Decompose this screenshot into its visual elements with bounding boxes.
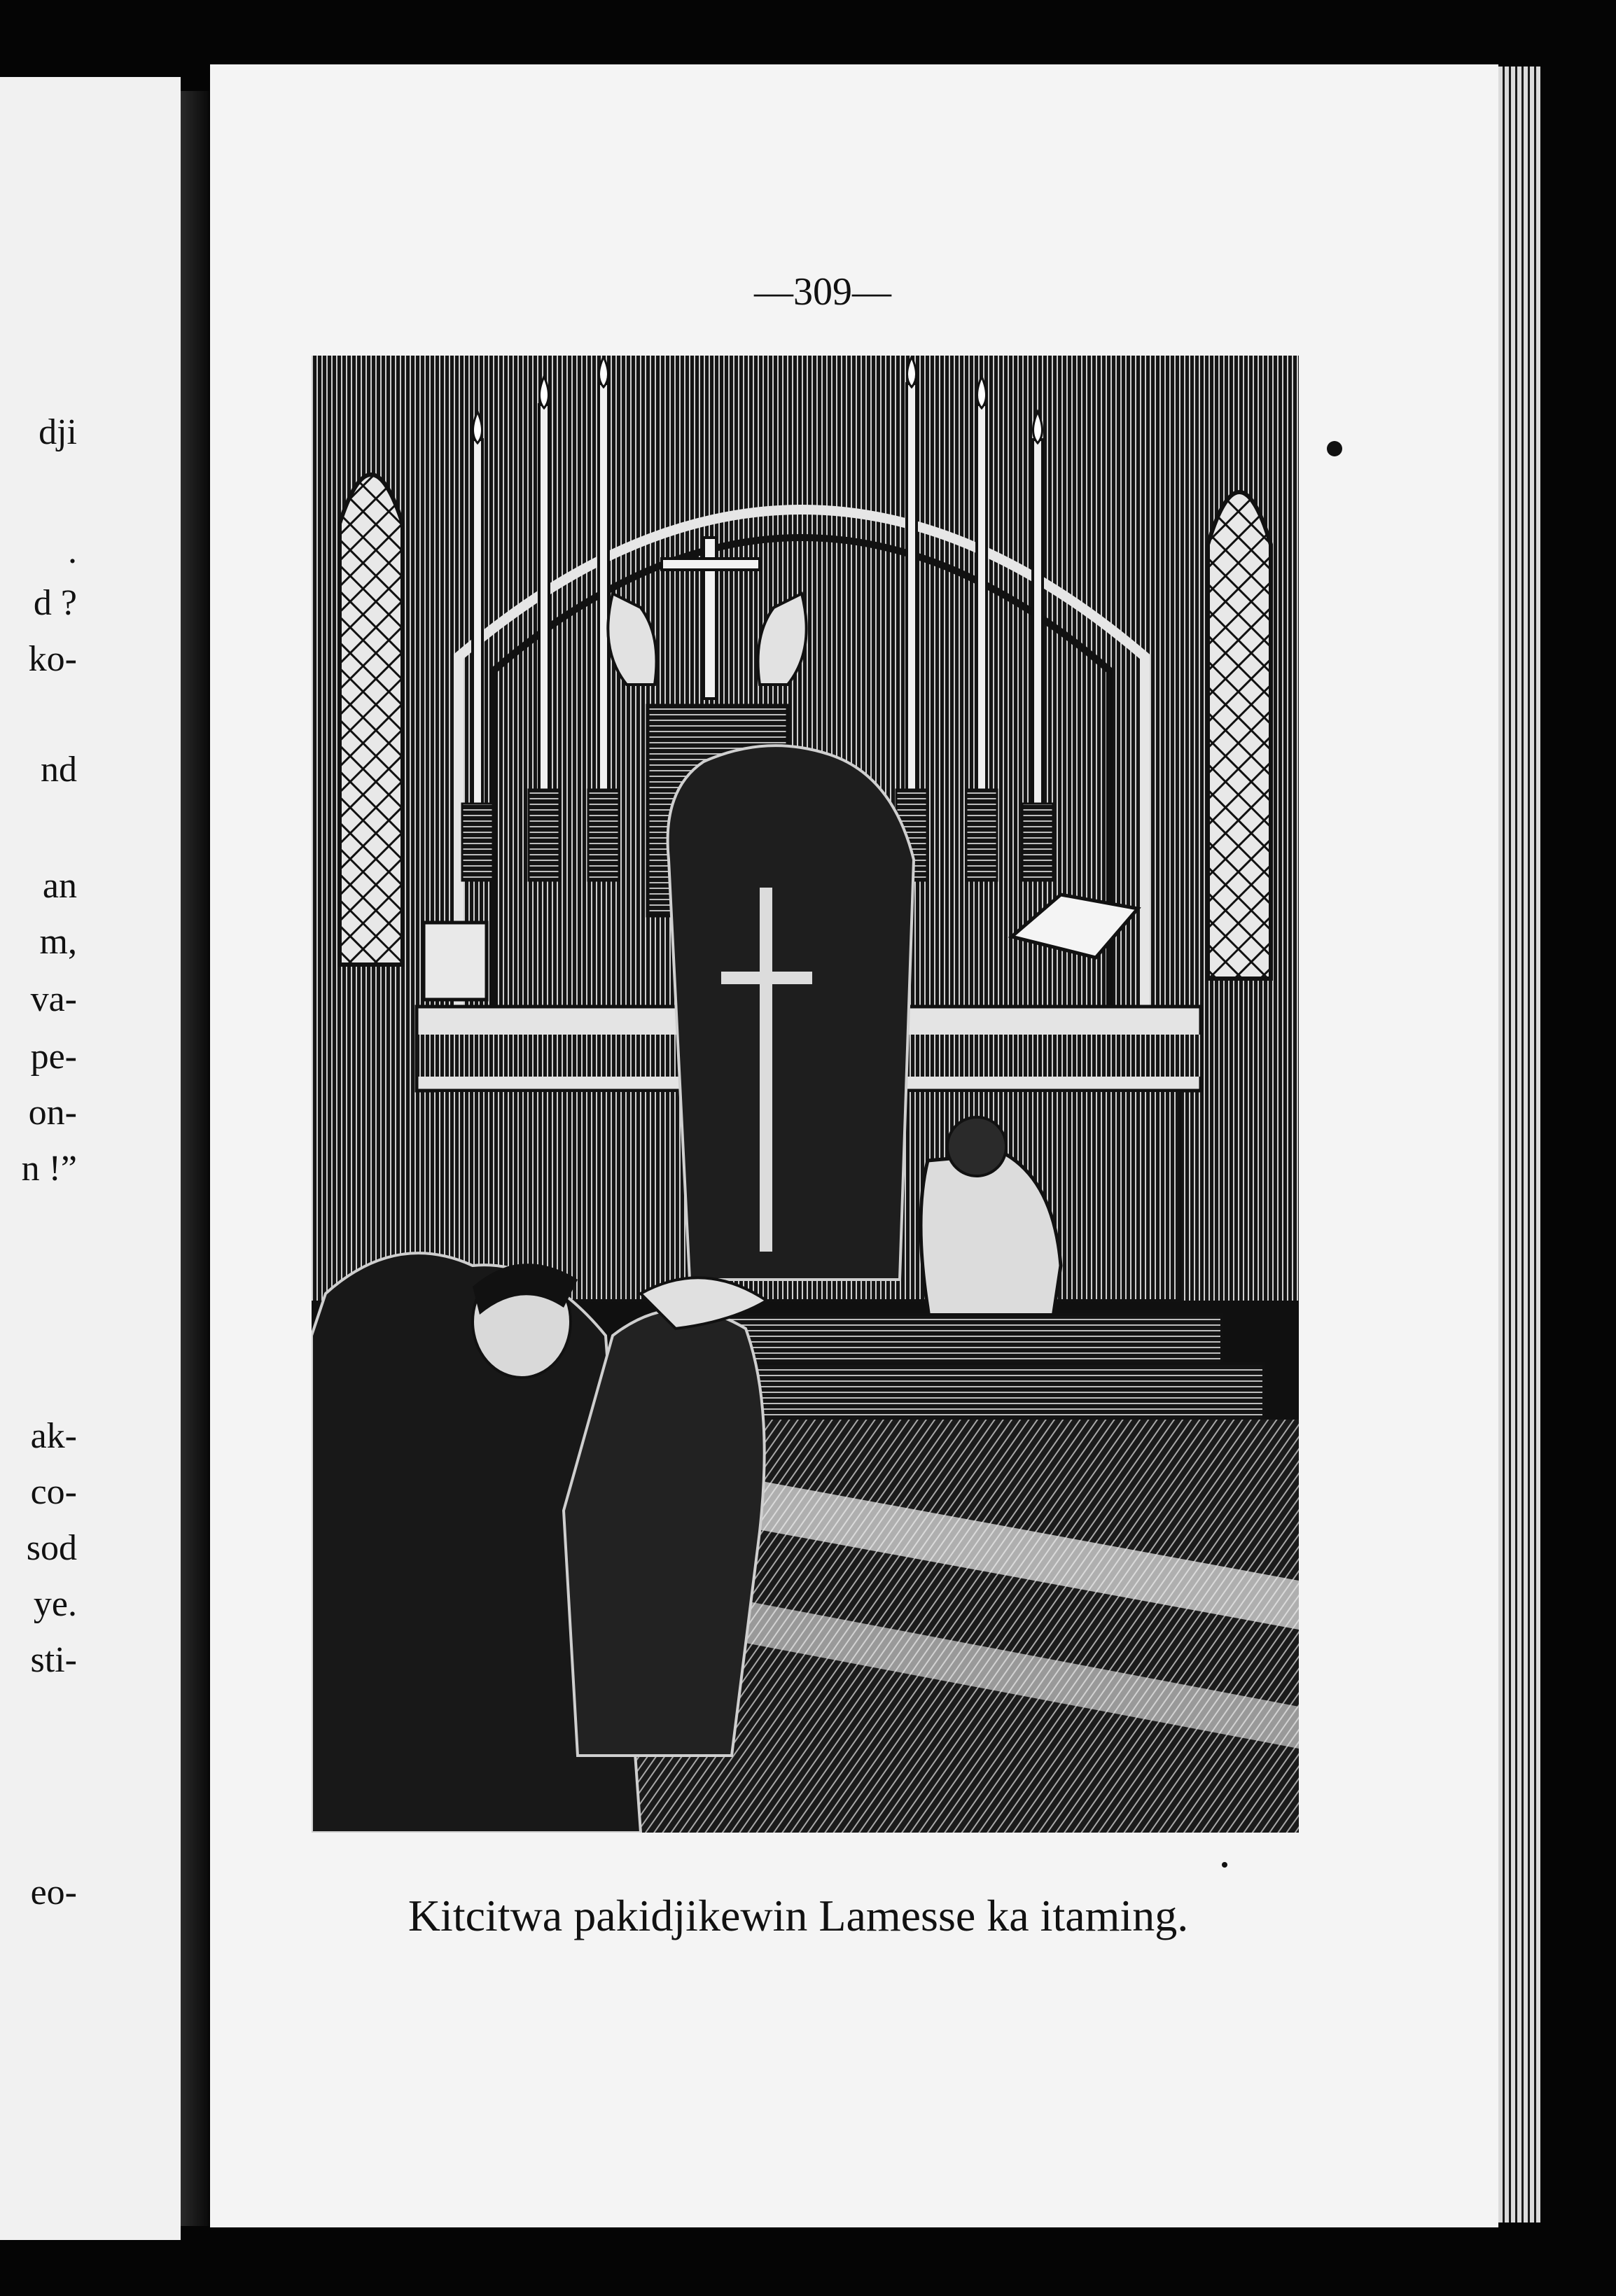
left-line-5: nd (41, 750, 77, 790)
left-line-4: ko- (28, 639, 77, 679)
left-line-11: n !” (21, 1149, 77, 1189)
page-edges (1498, 66, 1540, 2222)
left-line-16: sti- (30, 1640, 77, 1680)
ink-speck (1222, 1862, 1227, 1868)
left-line-13: co- (30, 1472, 77, 1512)
left-line-17: eo- (30, 1872, 77, 1912)
left-line-6: an (42, 866, 77, 906)
engraving-illustration (312, 356, 1299, 1833)
left-line-9: pe- (30, 1037, 77, 1077)
left-line-2: . (68, 531, 77, 571)
left-line-12: ak- (30, 1416, 77, 1456)
left-line-15: ye. (33, 1584, 77, 1624)
illustration-caption: Kitcitwa pakidjikewin Lamesse ka itaming. (408, 1891, 1189, 1940)
ink-speck (1327, 441, 1342, 456)
left-line-3: d ? (33, 583, 77, 623)
left-line-1: dji (39, 412, 77, 452)
left-line-10: on- (28, 1093, 77, 1133)
left-line-14: sod (26, 1528, 77, 1568)
left-line-7: m, (39, 922, 77, 962)
left-line-8: va- (30, 979, 77, 1019)
page-number: —309— (754, 270, 891, 314)
book-gutter (181, 91, 209, 2226)
engraving-altar-mass (312, 356, 1299, 1833)
